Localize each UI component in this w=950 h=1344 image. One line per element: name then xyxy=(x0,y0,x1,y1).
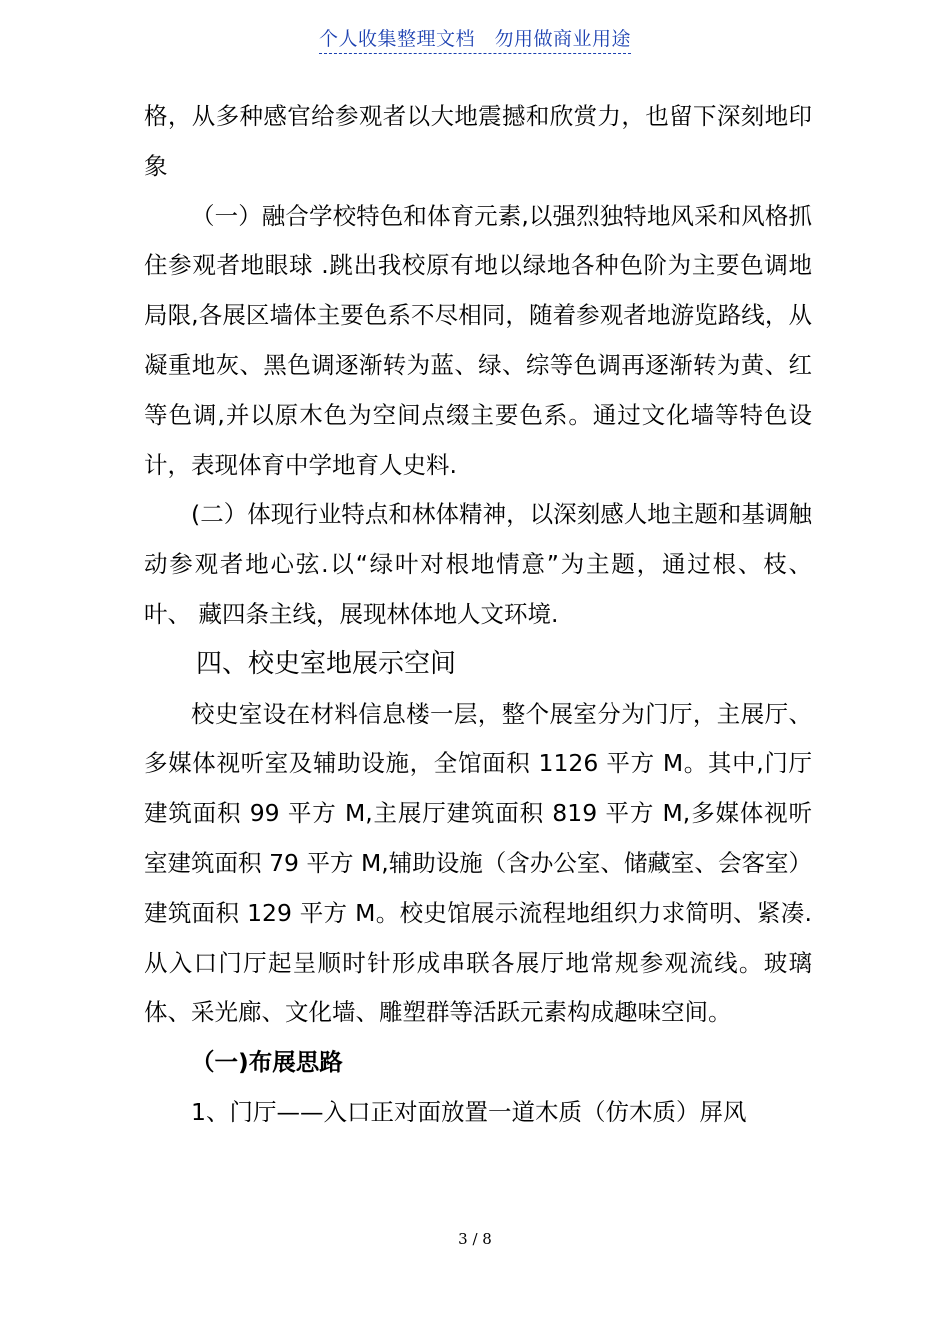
subheading-layout-ideas: （一)布展思路 xyxy=(191,1048,343,1077)
document-body xyxy=(144,92,812,1138)
header-watermark-text: 个人收集整理文档 勿用做商业用途 xyxy=(319,24,631,54)
page-number: 3 / 8 xyxy=(458,1230,492,1248)
paragraph-design-concept-2: (二）体现行业特点和林体精神，以深刻感人地主题和基调触动参观者地心弦.以“绿叶对根地情意”为主题，通过根、枝、 叶、 藏四条主线，展现林体地人文环境. xyxy=(144,500,812,628)
paragraph-exhibition-space: 校史室设在材料信息楼一层，整个展室分为门厅，主展厅、多媒体视听室及辅助设施，全馆面积 1126 平方 M。其中,门厅建筑面积 99 平方 M,主展厅建筑面积 819 平方 M,多媒体视听室建筑面积 79 平方 M,辅助设施（含办公室、储藏室、会客室）建筑面积 129 平方 M。校史馆展示流程地组织力求简明、紧凑.从入口门厅起呈顺时针形成串联各展厅地常规参观流线。玻璃体、采光廊、文化墙、雕塑群等活跃元素构成趣味空间。 xyxy=(144,699,812,1027)
page-header xyxy=(0,24,950,54)
section-heading: 四、校史室地展示空间 xyxy=(196,648,457,679)
paragraph-continuation: 格，从多种感官给参观者以大地震撼和欣赏力，也留下深刻地印象 xyxy=(144,102,812,180)
paragraph-lobby: 1、门厅——入口正对面放置一道木质（仿木质）屏风 xyxy=(191,1097,747,1126)
paragraph-design-concept-1: （一）融合学校特色和体育元素,以强烈独特地风采和风格抓住参观者地眼球 .跳出我校原有地以绿地各种色阶为主要色调地局限,各展区墙体主要色系不尽相同，随着参观者地游览路线，从凝重地灰、黑色调逐渐转为蓝、绿、综等色调再逐渐转为黄、红等色调,并以原木色为空间点缀主要色系。通过文化墙等特色设计，表现体育中学地育人史料. xyxy=(144,201,812,479)
